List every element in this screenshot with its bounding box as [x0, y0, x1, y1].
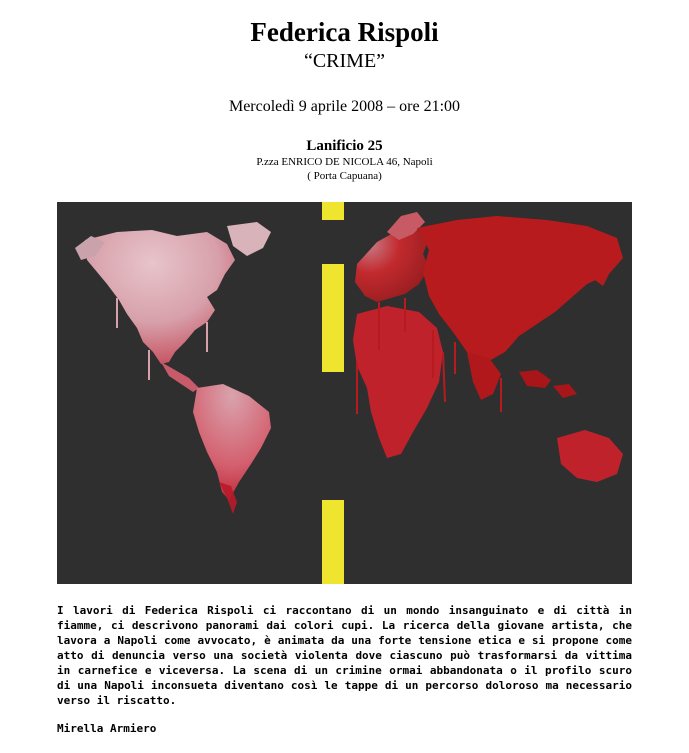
- road-stripe-middle: [322, 264, 344, 372]
- road-stripe-top: [322, 202, 344, 220]
- exhibition-title: “CRIME”: [303, 50, 386, 72]
- event-date: Mercoledì 9 aprile 2008 – ore 21:00: [228, 98, 461, 115]
- text-author: Mirella Armiero: [57, 722, 157, 735]
- venue-note: ( Porta Capuana): [307, 170, 382, 182]
- artwork-world-map-painting: [57, 202, 632, 584]
- artist-name: Federica Rispoli: [250, 17, 439, 47]
- venue-name: Lanificio 25: [306, 138, 383, 154]
- road-stripe-bottom: [322, 500, 344, 584]
- exhibition-description: I lavori di Federica Rispoli ci raccontano di un mondo insanguinato e di città in fiamme, ci descrivono panorami dai colori cupi. La ricerca della giovane artista, che lavora a Napoli come avvocato, è animata da una forte tensione etica e si propone come atto di denuncia verso una società violenta dove ciascuno può trasformarsi da vittima in carnefice e viceversa. La scena di un crimine ormai abbandonata o il profilo scuro di una Napoli inconsueta diventano così le tappe di un percorso doloroso ma necessario verso il riscatto.: [57, 604, 632, 707]
- venue-address: P.zza ENRICO DE NICOLA 46, Napoli: [256, 156, 433, 168]
